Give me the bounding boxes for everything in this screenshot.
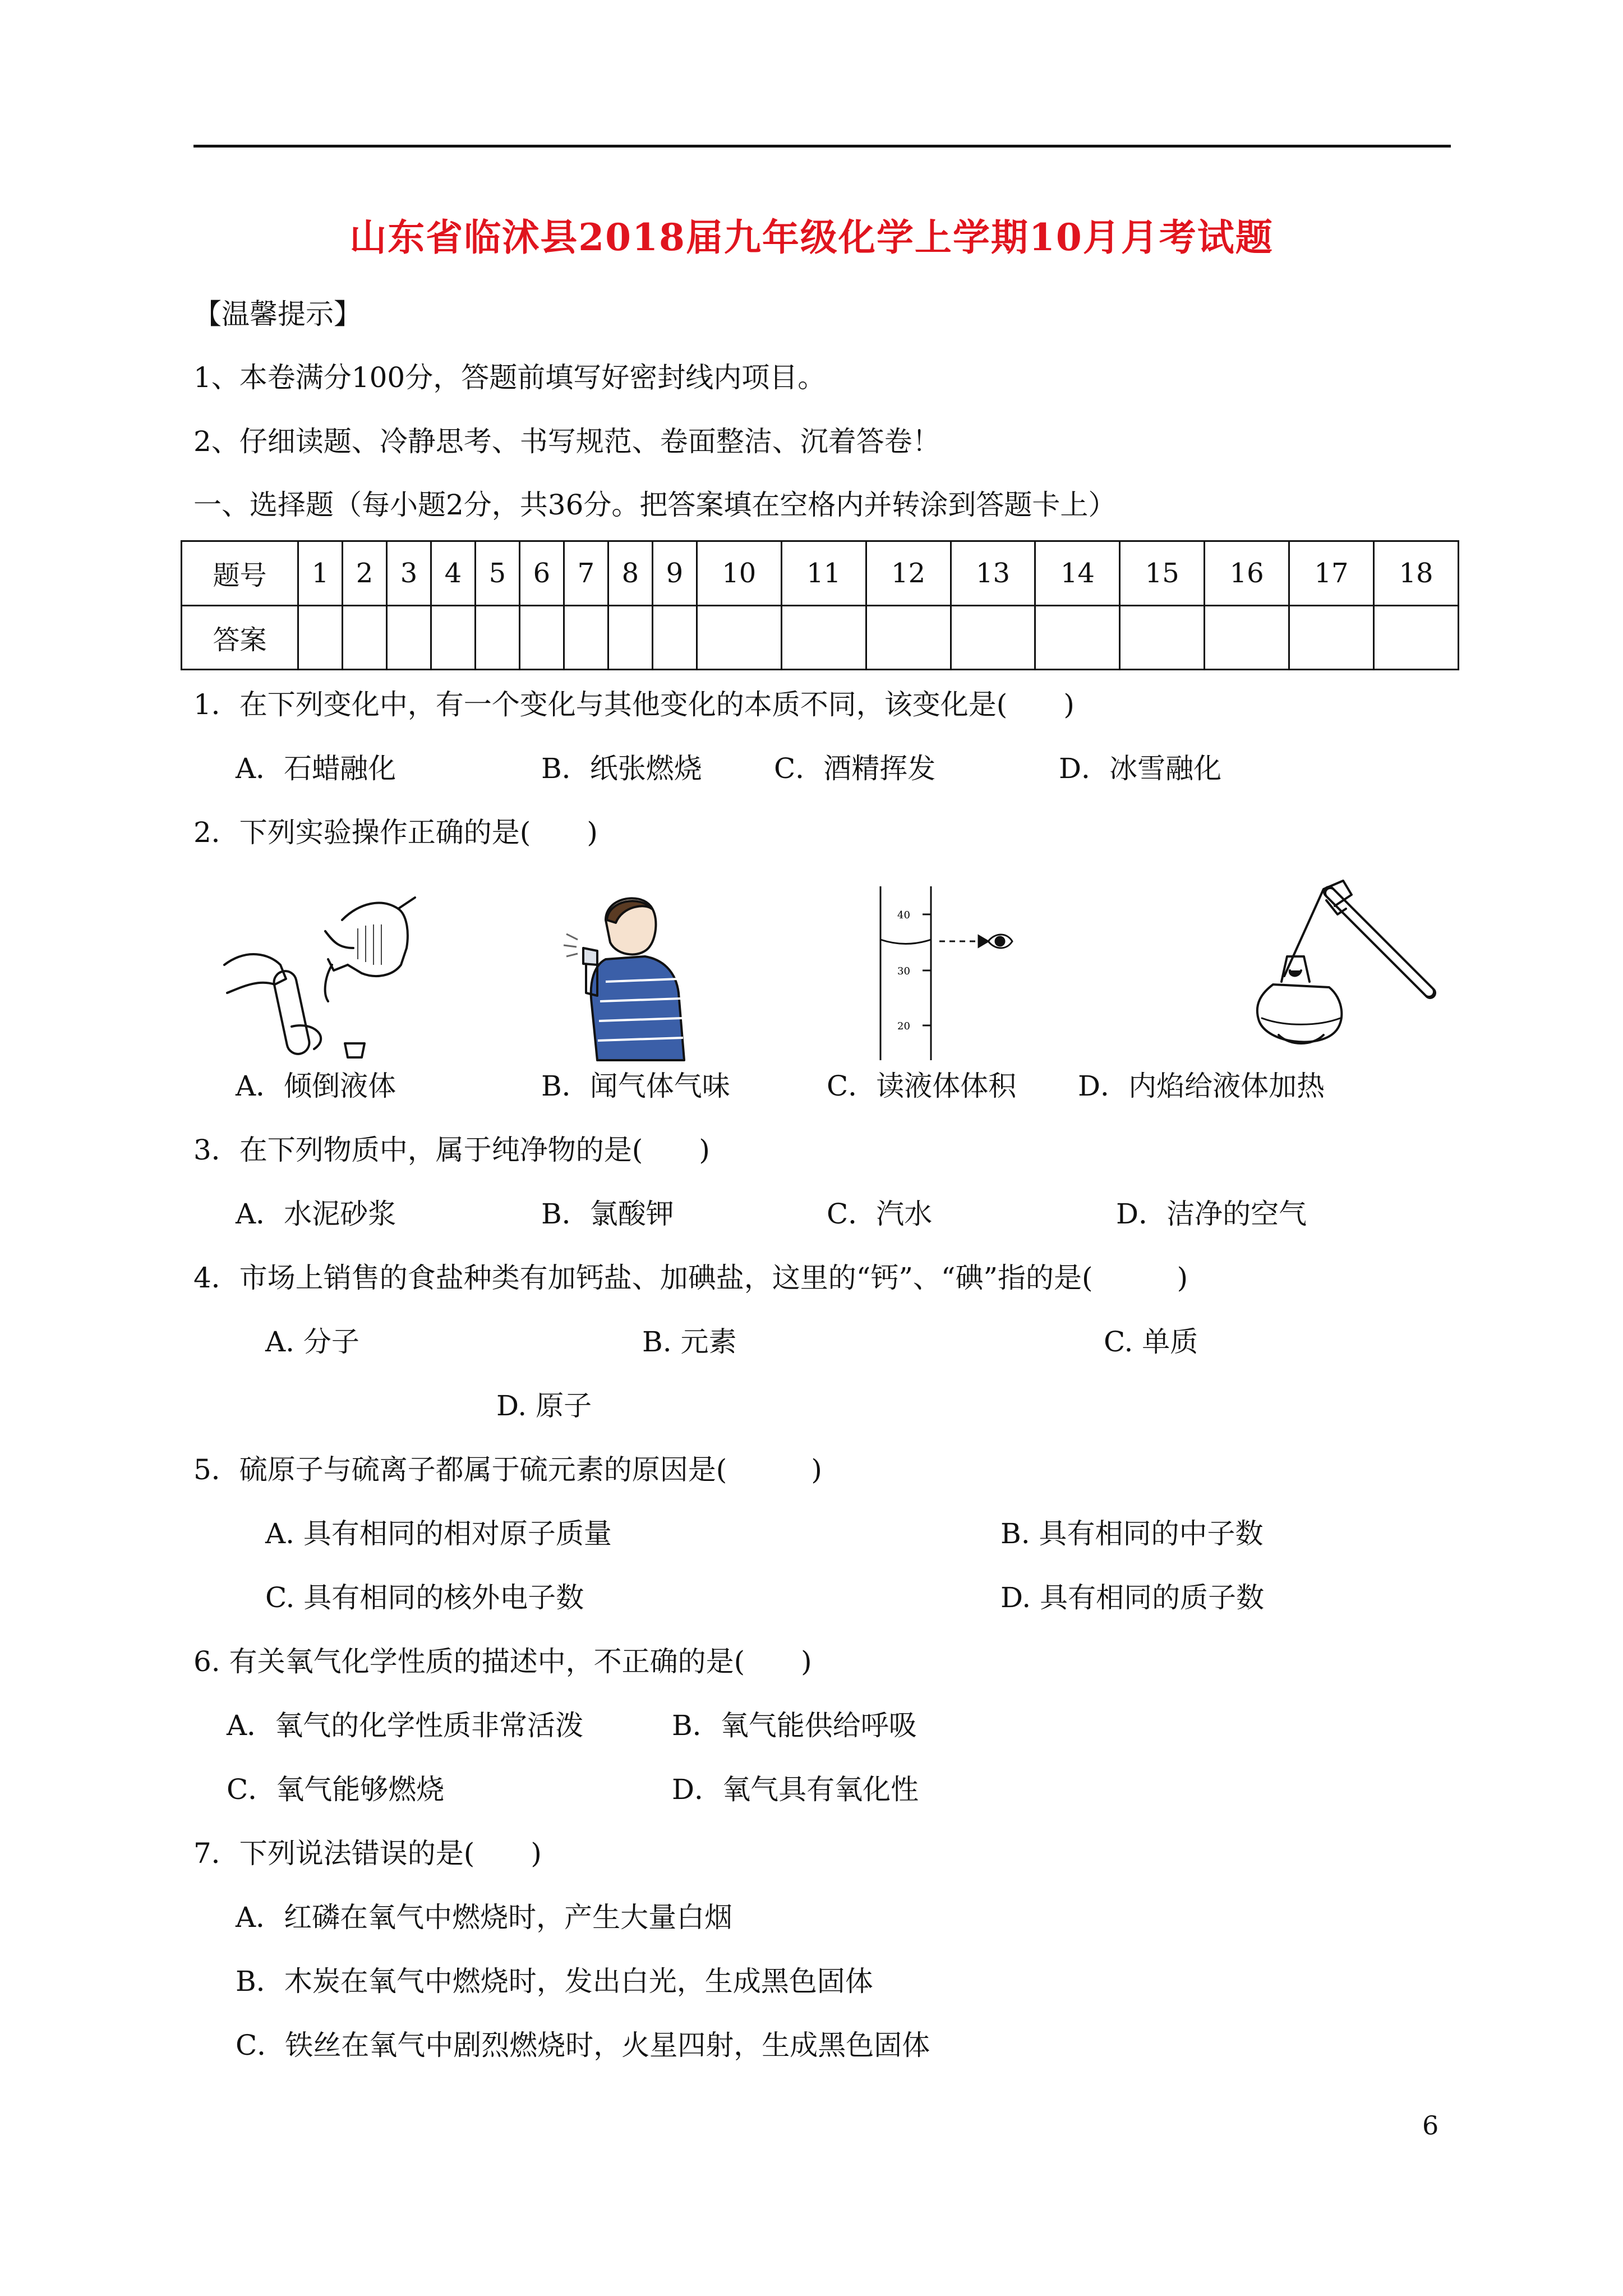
question-number-cell: 5 [475,541,519,606]
question-stem: 3．在下列物质中，属于纯净物的是( ) [193,1134,710,1166]
answer-cell[interactable] [951,605,1035,670]
smelling-gas-illustration [544,881,707,1066]
question-option: B．氯酸钾 [541,1198,674,1230]
answer-cell[interactable] [1373,605,1458,670]
question-number-cell: 10 [697,541,781,606]
question-option: B．木炭在氧气中燃烧时，发出白光，生成黑色固体 [236,1965,873,1998]
page-number: 6 [1422,2110,1439,2141]
question-number-cell: 14 [1035,541,1120,606]
question-option: B．纸张燃烧 [541,752,702,785]
question-stem: 6. 有关氧气化学性质的描述中，不正确的是( ) [193,1645,812,1678]
question-option: D. 具有相同的质子数 [1000,1581,1265,1614]
row-label-number: 题号 [182,541,298,606]
question-option: B．氧气能供给呼吸 [672,1709,917,1742]
question-option: A．水泥砂浆 [236,1198,396,1230]
question-number-cell: 3 [386,541,431,606]
question-option: D．氧气具有氧化性 [672,1773,919,1806]
question-option: C. 具有相同的核外电子数 [265,1581,584,1614]
heating-test-tube-illustration [1206,864,1441,1066]
answer-cell[interactable] [1205,605,1289,670]
question-stem: 4．市场上销售的食盐种类有加钙盐、加碘盐，这里的“钙”、“碘”指的是( ) [193,1262,1188,1294]
row-label-answer: 答案 [182,605,298,670]
question-stem: 2．下列实验操作正确的是( ) [193,816,598,849]
question-option: C. 单质 [1104,1326,1198,1358]
question-number-cell: 7 [564,541,608,606]
answer-cell[interactable] [697,605,781,670]
question-number-cell: 9 [652,541,697,606]
question-option: B. 具有相同的中子数 [1000,1517,1264,1550]
question-number-cell: 4 [431,541,475,606]
question-number-cell: 8 [608,541,652,606]
question-number-cell: 16 [1205,541,1289,606]
question-number-cell: 6 [519,541,564,606]
page-title: 山东省临沭县2018届九年级化学上学期10月月考试题 [349,215,1274,259]
answer-row [182,605,1459,670]
question-option: A．石蜡融化 [236,752,396,785]
question-option: B．闻气体气味 [541,1070,730,1102]
question-number-cell: 2 [342,541,386,606]
question-option: C．汽水 [827,1198,933,1230]
cylinder-tick-label: 20 [897,1020,910,1032]
question-number-cell: 17 [1289,541,1374,606]
tips-heading: 【温馨提示】 [193,298,362,330]
answer-cell[interactable] [519,605,564,670]
question-option: A. 分子 [265,1326,359,1358]
answer-cell[interactable] [1035,605,1120,670]
answer-cell[interactable] [298,605,343,670]
answer-cell[interactable] [431,605,475,670]
answer-cell[interactable] [1120,605,1205,670]
question-option: D. 原子 [496,1389,592,1422]
tip-item: 1、本卷满分100分，答题前填写好密封线内项目。 [193,361,826,394]
answer-cell[interactable] [608,605,652,670]
cylinder-tick-label: 30 [897,965,910,977]
question-option: A. 具有相同的相对原子质量 [265,1517,612,1550]
answer-cell[interactable] [386,605,431,670]
header-rule [193,145,1451,148]
answer-cell[interactable] [475,605,519,670]
question-number-cell: 13 [951,541,1035,606]
question-option: D．冰雪融化 [1059,752,1222,785]
question-option: D．内焰给液体加热 [1078,1070,1325,1102]
answer-cell[interactable] [652,605,697,670]
question-option: C．铁丝在氧气中剧烈燃烧时，火星四射，生成黑色固体 [236,2029,930,2062]
section-heading: 一、选择题（每小题2分，共36分。把答案填在空格内并转涂到答题卡上） [193,489,1117,521]
tip-item: 2、仔细读题、冷静思考、书写规范、卷面整洁、沉着答卷！ [193,425,940,458]
question-option: D．洁净的空气 [1116,1198,1307,1230]
pouring-liquid-illustration [213,881,426,1066]
question-option: A．氧气的化学性质非常活泼 [227,1709,584,1742]
question-number-cell: 1 [298,541,343,606]
answer-cell[interactable] [781,605,866,670]
question-number-cell: 12 [866,541,951,606]
question-option: C．读液体体积 [827,1070,1017,1102]
question-option: B. 元素 [642,1326,737,1358]
answer-grid [181,540,1459,670]
question-stem: 5．硫原子与硫离子都属于硫元素的原因是( ) [193,1453,822,1486]
answer-cell[interactable] [564,605,608,670]
question-option: A．倾倒液体 [236,1070,396,1102]
graduated-cylinder-illustration [841,881,1077,1066]
question-option: C．酒精挥发 [774,752,936,785]
answer-cell[interactable] [342,605,386,670]
question-stem: 1．在下列变化中，有一个变化与其他变化的本质不同，该变化是( ) [193,688,1075,721]
question-number-cell: 18 [1373,541,1458,606]
answer-cell[interactable] [1289,605,1374,670]
question-option: A．红磷在氧气中燃烧时，产生大量白烟 [236,1901,733,1934]
question-number-cell: 11 [781,541,866,606]
number-row [182,541,1459,606]
question-stem: 7．下列说法错误的是( ) [193,1837,542,1870]
question-number-cell: 15 [1120,541,1205,606]
answer-cell[interactable] [866,605,951,670]
cylinder-tick-label: 40 [897,909,910,921]
question-option: C．氧气能够燃烧 [227,1773,445,1806]
